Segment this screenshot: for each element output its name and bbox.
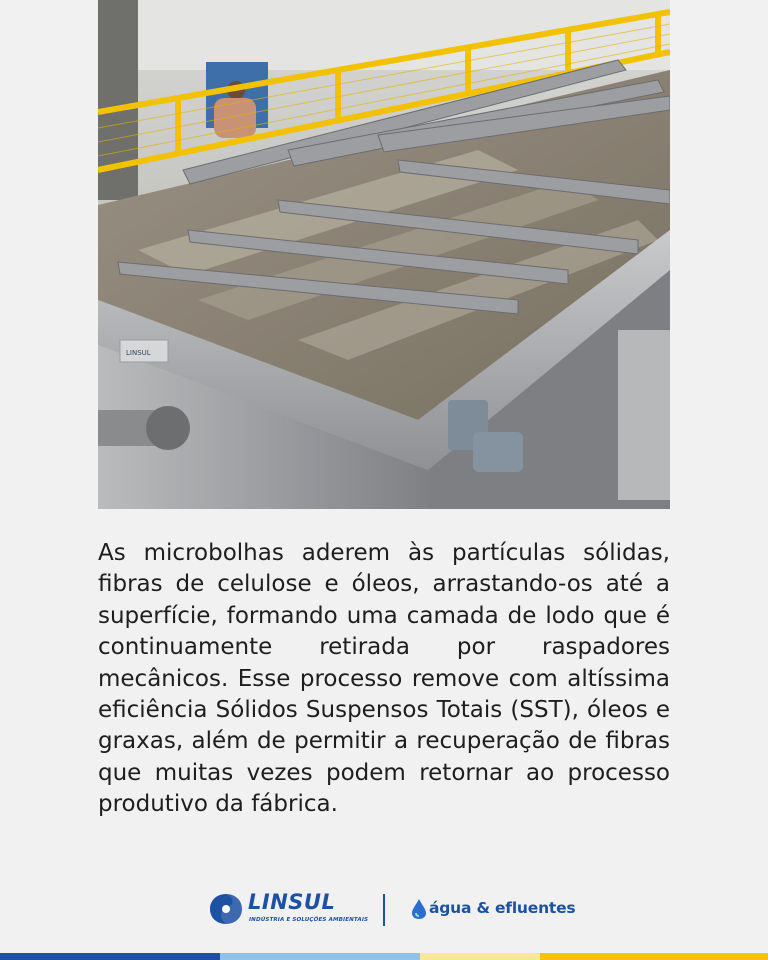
strip-segment-blue — [0, 953, 220, 960]
division-label: água & efluentes — [429, 899, 576, 917]
water-drop-icon — [411, 898, 427, 920]
bottom-color-strip — [0, 953, 768, 960]
brand-name: LINSUL — [248, 890, 336, 914]
brand-tagline: INDÚSTRIA E SOLUÇÕES AMBIENTAIS — [249, 917, 369, 923]
strip-segment-light-blue — [220, 953, 420, 960]
linsul-logo — [208, 890, 369, 930]
linsul-swirl-icon — [208, 892, 244, 926]
strip-segment-yellow — [540, 953, 768, 960]
description-paragraph: As microbolhas aderem às partículas sólidas, fibras de celulose e óleos, arrastando-os até a superfície, formando uma camada de lodo que é continuamente retirada por raspadores mecânicos. Esse processo remove com altíssima eficiência Sólidos Suspensos Totais (SST), óleos e graxas, além de permitir a recuperação de fibras que muitas vezes podem retornar ao processo produtivo da fábrica. — [98, 540, 670, 818]
flotation-unit-photo — [98, 0, 670, 509]
equipment-plate-label: LINSUL — [126, 349, 151, 357]
footer-divider — [383, 894, 385, 926]
footer-branding — [0, 884, 768, 936]
strip-segment-pale-yellow — [420, 953, 540, 960]
